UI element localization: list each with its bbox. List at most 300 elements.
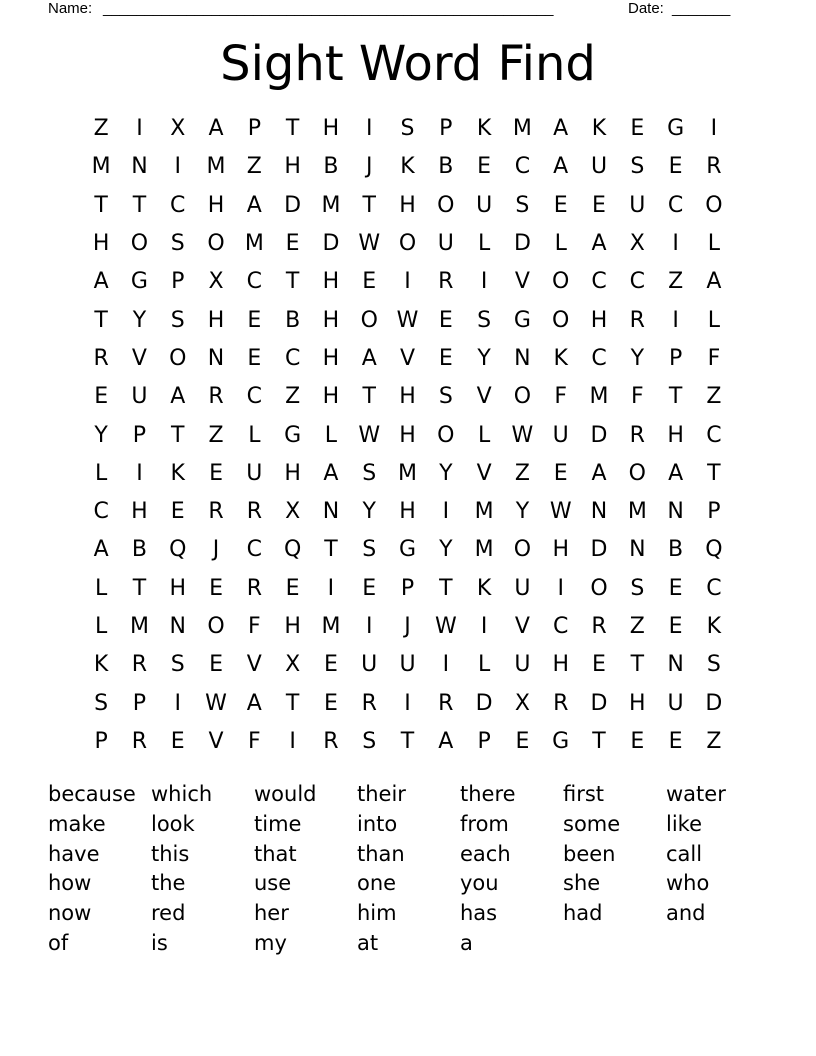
grid-cell[interactable]: X — [629, 231, 645, 257]
grid-cell[interactable]: E — [247, 345, 262, 371]
grid-cell[interactable]: U — [514, 575, 531, 601]
grid-cell[interactable]: I — [442, 652, 450, 678]
grid-cell[interactable]: C — [706, 422, 722, 448]
grid-cell[interactable]: U — [437, 231, 454, 257]
grid-cell[interactable]: R — [93, 345, 109, 371]
grid-cell[interactable]: H — [322, 345, 340, 371]
grid-cell[interactable]: Y — [94, 422, 108, 448]
grid-cell[interactable]: L — [95, 575, 108, 601]
grid-cell[interactable]: H — [399, 422, 416, 448]
grid-cell[interactable]: R — [438, 690, 454, 716]
grid-cell[interactable]: L — [95, 614, 108, 639]
grid-cell[interactable]: T — [362, 192, 376, 218]
grid-cell[interactable]: S — [400, 116, 415, 142]
grid-cell[interactable]: N — [667, 652, 684, 678]
grid-cell[interactable]: H — [207, 192, 225, 218]
grid-cell[interactable]: H — [399, 499, 416, 525]
grid-cell[interactable]: R — [323, 728, 339, 754]
grid-cell[interactable]: C — [170, 192, 186, 218]
grid-cell[interactable]: Q — [283, 537, 302, 563]
grid-cell[interactable]: J — [212, 537, 220, 563]
grid-cell[interactable]: Y — [630, 345, 645, 371]
grid-cell[interactable]: T — [707, 460, 721, 486]
grid-cell[interactable]: B — [438, 154, 454, 180]
grid-cell[interactable]: P — [132, 690, 147, 716]
grid-cell[interactable]: E — [209, 652, 223, 678]
grid-cell[interactable]: H — [590, 307, 608, 333]
grid-cell[interactable]: R — [553, 690, 569, 716]
grid-cell[interactable]: P — [94, 728, 108, 754]
grid-cell[interactable]: E — [170, 499, 185, 525]
grid-cell[interactable]: T — [630, 652, 645, 678]
grid-cell[interactable]: S — [706, 652, 721, 678]
grid-cell[interactable]: A — [591, 231, 607, 257]
grid-cell[interactable]: K — [476, 116, 492, 142]
word-bank-item: been — [563, 841, 616, 866]
grid-cell[interactable]: U — [514, 652, 531, 678]
grid-cell[interactable]: U — [667, 690, 684, 716]
grid-cell[interactable]: O — [513, 384, 532, 410]
grid-cell[interactable]: E — [323, 690, 338, 716]
grid-cell[interactable]: O — [398, 231, 417, 257]
grid-cell[interactable]: T — [362, 384, 376, 410]
grid-cell[interactable]: T — [400, 728, 415, 754]
grid-cell[interactable]: C — [706, 575, 722, 601]
grid-cell[interactable]: M — [398, 460, 418, 486]
grid-cell[interactable]: P — [668, 345, 683, 371]
grid-cell[interactable]: I — [174, 690, 181, 716]
grid-cell[interactable]: H — [169, 575, 187, 601]
grid-cell[interactable]: I — [136, 460, 143, 486]
grid-cell[interactable]: H — [284, 154, 301, 180]
grid-cell[interactable]: O — [513, 537, 532, 563]
grid-cell[interactable]: Y — [362, 499, 376, 525]
grid-cell[interactable]: O — [552, 307, 570, 333]
date-blank[interactable]: _______ — [672, 0, 731, 17]
grid-cell[interactable]: E — [323, 652, 338, 678]
grid-cell[interactable]: H — [131, 499, 148, 525]
grid-cell[interactable]: D — [590, 537, 608, 563]
grid-cell[interactable]: M — [91, 154, 111, 180]
grid-cell[interactable]: D — [513, 231, 531, 257]
grid-cell[interactable]: Y — [132, 307, 147, 333]
grid-cell[interactable]: A — [706, 269, 722, 295]
word-bank-item: now — [48, 901, 92, 926]
grid-cell[interactable]: C — [284, 345, 301, 371]
grid-cell[interactable]: R — [131, 652, 148, 678]
grid-cell[interactable]: A — [246, 690, 262, 716]
grid-cell[interactable]: E — [362, 269, 377, 295]
grid-cell[interactable]: U — [131, 384, 148, 410]
grid-cell[interactable]: W — [396, 307, 419, 333]
grid-cell[interactable]: K — [93, 652, 109, 678]
grid-cell[interactable]: I — [442, 499, 450, 525]
grid-cell[interactable]: T — [439, 575, 453, 601]
grid-cell[interactable]: A — [591, 460, 607, 486]
grid-cell[interactable]: Z — [514, 460, 530, 486]
word-bank-item: red — [151, 901, 186, 926]
grid-cell[interactable]: E — [209, 460, 223, 486]
grid-cell[interactable]: I — [672, 231, 679, 257]
grid-cell[interactable]: R — [438, 269, 454, 295]
grid-cell[interactable]: K — [591, 116, 607, 142]
grid-cell[interactable]: N — [514, 345, 531, 371]
grid-cell[interactable]: C — [591, 345, 607, 371]
grid-cell[interactable]: H — [207, 307, 225, 333]
grid-cell[interactable]: R — [131, 728, 148, 754]
grid-cell[interactable]: E — [247, 307, 262, 333]
grid-cell[interactable]: T — [592, 728, 606, 754]
grid-cell[interactable]: H — [552, 537, 569, 563]
grid-cell[interactable]: T — [285, 269, 300, 295]
grid-cell[interactable]: X — [514, 690, 530, 716]
grid-cell[interactable]: H — [322, 269, 340, 295]
grid-cell[interactable]: A — [553, 154, 569, 180]
grid-cell[interactable]: L — [324, 422, 338, 448]
grid-cell[interactable]: M — [206, 154, 226, 180]
grid-cell[interactable]: T — [285, 116, 300, 142]
grid-cell[interactable]: S — [515, 192, 530, 218]
grid-cell[interactable]: R — [591, 614, 607, 639]
grid-cell[interactable]: C — [514, 154, 531, 180]
grid-cell[interactable]: S — [630, 575, 645, 601]
grid-cell[interactable]: B — [668, 537, 684, 563]
grid-cell[interactable]: X — [285, 499, 301, 525]
grid-cell[interactable]: E — [668, 728, 683, 754]
grid-cell[interactable]: O — [437, 422, 455, 448]
grid-cell[interactable]: C — [246, 384, 263, 410]
word-bank-item: my — [254, 930, 287, 955]
grid-cell[interactable]: V — [399, 345, 416, 371]
grid-cell[interactable]: L — [248, 422, 261, 448]
grid-cell[interactable]: X — [285, 652, 301, 678]
grid-cell[interactable]: W — [434, 614, 457, 639]
grid-cell[interactable]: I — [365, 614, 373, 639]
grid-cell[interactable]: R — [361, 690, 377, 716]
grid-cell[interactable]: O — [590, 575, 608, 601]
grid-cell[interactable]: H — [284, 460, 301, 486]
grid-cell[interactable]: M — [512, 116, 532, 142]
grid-cell[interactable]: E — [515, 728, 530, 754]
grid-cell[interactable]: E — [362, 575, 377, 601]
grid-cell[interactable]: A — [361, 345, 377, 371]
grid-cell[interactable]: R — [246, 499, 262, 525]
grid-cell[interactable]: O — [628, 460, 646, 486]
grid-cell[interactable]: V — [476, 384, 492, 410]
grid-cell[interactable]: E — [630, 728, 645, 754]
grid-cell[interactable]: E — [630, 116, 645, 142]
grid-cell[interactable]: H — [667, 422, 684, 448]
grid-cell[interactable]: C — [667, 192, 684, 218]
grid-cell[interactable]: H — [322, 307, 340, 333]
grid-cell[interactable]: M — [589, 384, 609, 410]
grid-cell[interactable]: K — [400, 154, 415, 180]
grid-cell[interactable]: G — [130, 269, 148, 295]
word-bank-item: there — [460, 782, 516, 806]
grid-cell[interactable]: H — [284, 614, 301, 639]
grid-cell[interactable]: H — [399, 192, 416, 218]
grid-cell[interactable]: T — [132, 575, 147, 601]
grid-cell[interactable]: M — [244, 231, 264, 257]
grid-cell[interactable]: S — [170, 307, 185, 333]
grid-cell[interactable]: C — [93, 499, 109, 525]
grid-cell[interactable]: Q — [169, 537, 187, 563]
grid-cell[interactable]: L — [554, 231, 567, 257]
grid-cell[interactable]: M — [129, 614, 149, 639]
grid-cell[interactable]: L — [477, 652, 491, 678]
grid-cell[interactable]: H — [552, 652, 569, 678]
grid-cell[interactable]: G — [284, 422, 302, 448]
grid-cell[interactable]: G — [398, 537, 417, 563]
grid-cell[interactable]: N — [169, 614, 186, 639]
grid-cell[interactable]: A — [93, 269, 109, 295]
grid-cell[interactable]: U — [246, 460, 263, 486]
grid-cell[interactable]: I — [136, 116, 143, 142]
grid-cell[interactable]: F — [707, 345, 721, 371]
grid-cell[interactable]: P — [247, 116, 261, 142]
grid-cell[interactable]: L — [707, 307, 721, 333]
grid-cell[interactable]: C — [553, 614, 569, 639]
grid-cell[interactable]: G — [552, 728, 570, 754]
word-bank-item: their — [357, 782, 406, 806]
grid-cell[interactable]: R — [246, 575, 262, 601]
grid-cell[interactable]: B — [131, 537, 147, 563]
grid-cell[interactable]: I — [365, 116, 373, 142]
grid-cell[interactable]: A — [170, 384, 186, 410]
grid-cell[interactable]: E — [668, 614, 683, 639]
grid-cell[interactable]: N — [322, 499, 340, 525]
grid-cell[interactable]: S — [170, 231, 185, 257]
grid-cell[interactable]: F — [630, 384, 644, 410]
grid-cell[interactable]: H — [92, 231, 110, 257]
grid-cell[interactable]: D — [590, 422, 608, 448]
grid-cell[interactable]: C — [246, 269, 263, 295]
grid-cell[interactable]: T — [668, 384, 683, 410]
grid-cell[interactable]: U — [590, 154, 608, 180]
grid-cell[interactable]: D — [284, 192, 302, 218]
grid-cell[interactable]: U — [552, 422, 569, 448]
grid-cell[interactable]: P — [707, 499, 721, 525]
grid-cell[interactable]: T — [94, 307, 108, 333]
grid-cell[interactable]: D — [590, 690, 608, 716]
grid-cell[interactable]: M — [321, 614, 341, 639]
grid-cell[interactable]: E — [209, 575, 223, 601]
grid-cell[interactable]: E — [438, 307, 453, 333]
grid-cell[interactable]: N — [590, 499, 608, 525]
grid-cell[interactable]: A — [438, 728, 454, 754]
grid-cell[interactable]: F — [248, 728, 261, 754]
grid-cell[interactable]: K — [476, 575, 492, 601]
grid-cell[interactable]: J — [365, 154, 373, 180]
grid-cell[interactable]: J — [404, 614, 411, 639]
grid-cell[interactable]: Z — [668, 269, 684, 295]
grid-cell[interactable]: E — [592, 652, 606, 678]
grid-cell[interactable]: L — [477, 422, 491, 448]
grid-cell[interactable]: E — [285, 231, 300, 257]
grid-cell[interactable]: L — [95, 460, 108, 486]
grid-cell[interactable]: I — [174, 154, 181, 180]
grid-cell[interactable]: X — [208, 269, 224, 295]
grid-cell[interactable]: Z — [208, 422, 224, 448]
grid-cell[interactable]: E — [94, 384, 109, 410]
grid-cell[interactable]: M — [627, 499, 647, 525]
grid-cell[interactable]: Q — [705, 537, 723, 563]
grid-cell[interactable]: I — [404, 269, 411, 295]
grid-cell[interactable]: F — [554, 384, 568, 410]
grid-cell[interactable]: A — [323, 460, 339, 486]
grid-cell[interactable]: E — [170, 728, 185, 754]
word-bank-item: him — [357, 901, 397, 926]
grid-cell[interactable]: O — [437, 192, 455, 218]
grid-cell[interactable]: S — [362, 537, 377, 563]
grid-cell[interactable]: D — [322, 231, 340, 257]
grid-cell[interactable]: P — [400, 575, 415, 601]
grid-cell[interactable]: R — [706, 154, 722, 180]
grid-cell[interactable]: V — [246, 652, 262, 678]
grid-cell[interactable]: I — [672, 307, 679, 333]
grid-cell[interactable]: K — [706, 614, 722, 639]
grid-cell[interactable]: H — [399, 384, 416, 410]
grid-cell[interactable]: P — [171, 269, 185, 295]
grid-cell[interactable]: U — [476, 192, 493, 218]
name-blank[interactable]: ______________________________________________________ — [103, 0, 554, 17]
grid-cell[interactable]: B — [285, 307, 301, 333]
grid-cell[interactable]: K — [553, 345, 568, 371]
grid-cell[interactable]: W — [549, 499, 572, 525]
word-bank-item: like — [666, 811, 703, 836]
grid-cell[interactable]: H — [629, 690, 646, 716]
grid-cell[interactable]: E — [285, 575, 300, 601]
grid-cell[interactable]: C — [246, 537, 263, 563]
grid-cell[interactable]: S — [438, 384, 453, 410]
grid-cell[interactable]: M — [474, 537, 494, 563]
grid-cell[interactable]: E — [553, 460, 568, 486]
grid-cell[interactable]: E — [592, 192, 606, 218]
grid-cell[interactable]: E — [438, 345, 453, 371]
grid-cell[interactable]: W — [358, 422, 381, 448]
grid-cell[interactable]: S — [170, 652, 185, 678]
grid-cell[interactable]: Y — [439, 460, 453, 486]
grid-cell[interactable]: L — [707, 231, 721, 257]
grid-cell[interactable]: O — [705, 192, 723, 218]
grid-cell[interactable]: B — [323, 154, 339, 180]
grid-cell[interactable]: I — [289, 728, 296, 754]
grid-cell[interactable]: R — [629, 307, 645, 333]
grid-cell[interactable]: O — [207, 231, 225, 257]
grid-cell[interactable]: E — [553, 192, 568, 218]
grid-cell[interactable]: W — [358, 231, 381, 257]
grid-cell[interactable]: E — [668, 575, 683, 601]
grid-cell[interactable]: F — [248, 614, 261, 639]
grid-cell[interactable]: Y — [515, 499, 530, 525]
grid-cell[interactable]: S — [630, 154, 645, 180]
grid-cell[interactable]: P — [132, 422, 147, 448]
grid-cell[interactable]: V — [514, 614, 530, 639]
grid-cell[interactable]: W — [511, 422, 534, 448]
grid-cell[interactable]: Z — [93, 116, 109, 142]
grid-cell[interactable]: N — [131, 154, 148, 180]
grid-cell[interactable]: A — [668, 460, 684, 486]
grid-cell[interactable]: R — [208, 499, 224, 525]
grid-cell[interactable]: H — [322, 384, 340, 410]
grid-cell[interactable]: I — [557, 575, 564, 601]
grid-cell[interactable]: L — [477, 231, 491, 257]
grid-cell[interactable]: Z — [629, 614, 645, 639]
grid-cell[interactable]: C — [629, 269, 645, 295]
grid-cell[interactable]: A — [246, 192, 262, 218]
grid-cell[interactable]: V — [131, 345, 147, 371]
grid-cell[interactable]: I — [710, 116, 718, 142]
grid-cell[interactable]: Y — [477, 345, 491, 371]
grid-cell[interactable]: D — [705, 690, 723, 716]
grid-cell[interactable]: C — [591, 269, 607, 295]
grid-cell[interactable]: T — [324, 537, 338, 563]
grid-cell[interactable]: I — [327, 575, 335, 601]
grid-cell[interactable]: V — [476, 460, 492, 486]
grid-cell[interactable]: T — [285, 690, 300, 716]
grid-cell[interactable]: V — [208, 728, 224, 754]
grid-cell[interactable]: Z — [285, 384, 301, 410]
grid-cell[interactable]: N — [629, 537, 646, 563]
grid-cell[interactable]: K — [170, 460, 185, 486]
grid-cell[interactable]: Z — [706, 384, 722, 410]
grid-cell[interactable]: I — [404, 690, 411, 716]
grid-cell[interactable]: A — [553, 116, 569, 142]
grid-cell[interactable]: S — [477, 307, 492, 333]
grid-cell[interactable]: R — [208, 384, 224, 410]
grid-cell[interactable]: I — [480, 614, 488, 639]
grid-cell[interactable]: A — [208, 116, 224, 142]
grid-cell[interactable]: Z — [246, 154, 262, 180]
grid-cell[interactable]: A — [93, 537, 109, 563]
grid-cell[interactable]: S — [94, 690, 109, 716]
grid-cell[interactable]: S — [362, 728, 377, 754]
grid-cell[interactable]: T — [171, 422, 185, 448]
grid-cell[interactable]: Y — [439, 537, 453, 563]
grid-cell[interactable]: S — [362, 460, 377, 486]
grid-cell[interactable]: N — [207, 345, 225, 371]
grid-cell[interactable]: Z — [706, 728, 722, 754]
grid-cell[interactable]: O — [169, 345, 187, 371]
grid-cell[interactable]: V — [514, 269, 530, 295]
grid-cell[interactable]: P — [439, 116, 453, 142]
grid-cell[interactable]: X — [170, 116, 186, 142]
grid-cell[interactable]: T — [94, 192, 108, 218]
grid-cell[interactable]: G — [513, 307, 531, 333]
grid-cell[interactable]: G — [667, 116, 685, 142]
grid-cell[interactable]: E — [477, 154, 492, 180]
grid-cell[interactable]: M — [474, 499, 494, 525]
grid-cell[interactable]: U — [629, 192, 646, 218]
grid-cell[interactable]: W — [205, 690, 227, 716]
grid-cell[interactable]: D — [475, 690, 493, 716]
grid-cell[interactable]: O — [360, 307, 378, 333]
word-bank-item: her — [254, 901, 289, 926]
grid-cell[interactable]: O — [552, 269, 570, 295]
grid-cell[interactable]: R — [629, 422, 645, 448]
grid-cell[interactable]: M — [321, 192, 341, 218]
grid-cell[interactable]: H — [322, 116, 340, 142]
grid-cell[interactable]: N — [667, 499, 684, 525]
grid-cell[interactable]: O — [207, 614, 225, 639]
grid-cell[interactable]: U — [361, 652, 378, 678]
grid-cell[interactable]: I — [480, 269, 488, 295]
grid-cell[interactable]: P — [477, 728, 491, 754]
grid-cell[interactable]: O — [130, 231, 149, 257]
grid-cell[interactable]: T — [132, 192, 147, 218]
grid-cell[interactable]: E — [668, 154, 683, 180]
grid-cell[interactable]: U — [399, 652, 416, 678]
